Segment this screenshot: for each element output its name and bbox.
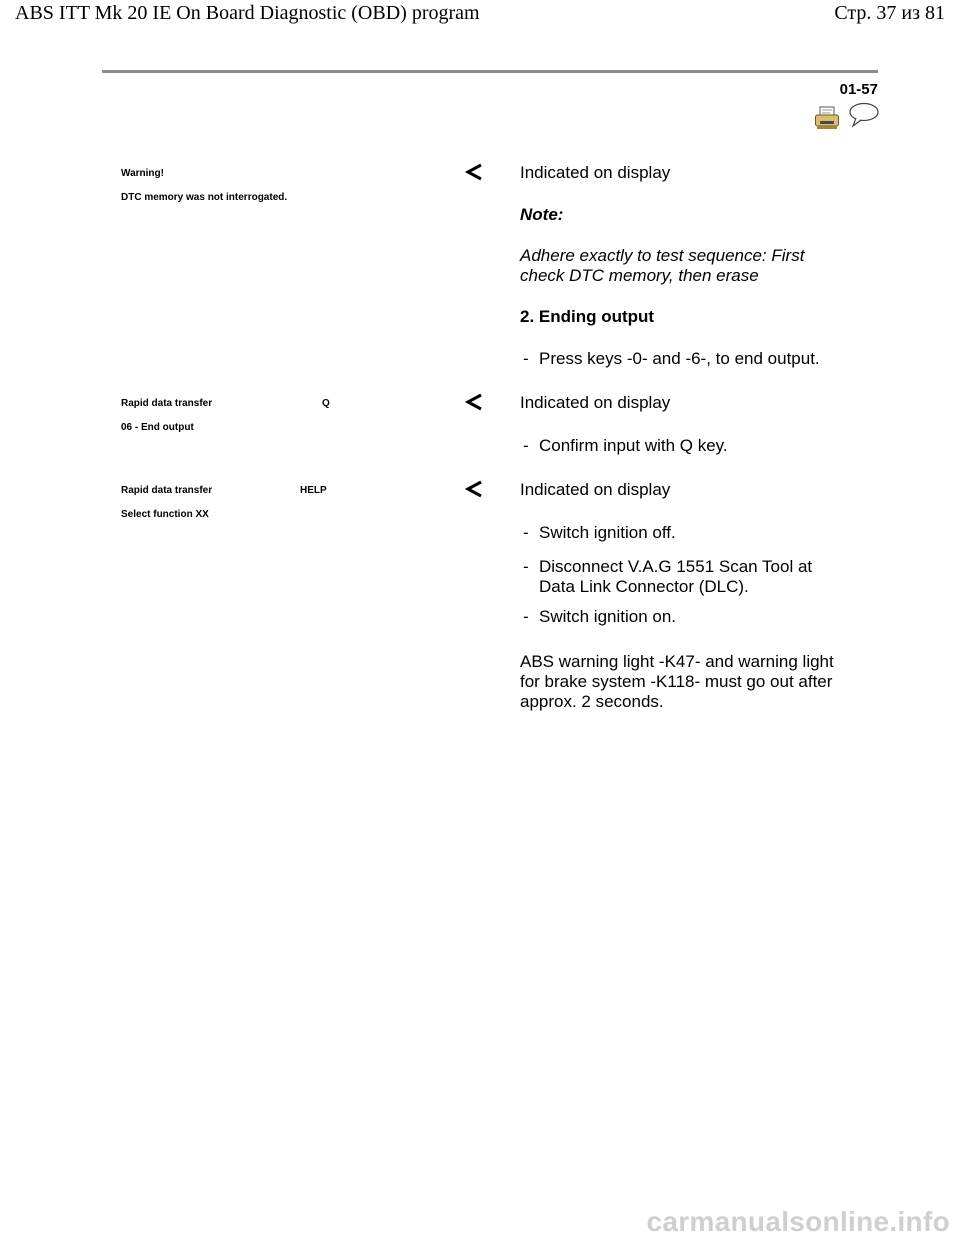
step-dash: - [523, 349, 529, 368]
arrow-left-icon [464, 163, 484, 181]
display-line-key: HELP [300, 485, 327, 496]
indicated-text: Indicated on display [520, 163, 671, 182]
step-text: Switch ignition off. [539, 523, 676, 542]
display-line-rapid: Rapid data transfer [121, 485, 213, 496]
header-divider [102, 70, 878, 73]
display-line-warning: Warning! [121, 168, 164, 179]
display-line-function: Select function XX [121, 509, 209, 520]
indicated-text: Indicated on display [520, 393, 671, 412]
indicated-text: Indicated on display [520, 480, 671, 499]
step-dash: - [523, 607, 529, 626]
arrow-left-icon [464, 393, 484, 411]
document-title: ABS ITT Mk 20 IE On Board Diagnostic (OBD) program [15, 2, 480, 24]
speech-bubble-icon[interactable] [848, 102, 880, 128]
display-line-function: 06 - End output [121, 422, 194, 433]
step-text: Confirm input with Q key. [539, 436, 728, 455]
toolbar-icons [814, 102, 880, 130]
closing-line: ABS warning light -K47- and warning light [520, 652, 834, 671]
note-line: Adhere exactly to test sequence: First [520, 246, 805, 265]
step-text: Disconnect V.A.G 1551 Scan Tool at [539, 557, 813, 576]
step-dash: - [523, 436, 529, 455]
closing-line: approx. 2 seconds. [520, 692, 664, 711]
step-text: Data Link Connector (DLC). [539, 577, 749, 596]
note-line: check DTC memory, then erase [520, 266, 759, 285]
display-line-rapid: Rapid data transfer [121, 398, 213, 409]
step-text: Switch ignition on. [539, 607, 677, 626]
page-counter: Стр. 37 из 81 [834, 2, 945, 24]
closing-line: for brake system -K118- must go out after [520, 672, 833, 691]
step-dash: - [523, 523, 529, 542]
display-line-dtc: DTC memory was not interrogated. [121, 192, 288, 203]
note-label: Note: [520, 205, 564, 224]
watermark: carmanualsonline.info [646, 1206, 950, 1237]
display-line-key: Q [322, 398, 330, 409]
step-dash: - [523, 557, 529, 576]
section-heading: 2. Ending output [520, 307, 655, 326]
arrow-left-icon [464, 480, 484, 498]
step-text: Press keys -0- and -6-, to end output. [539, 349, 820, 368]
page-code: 01-57 [839, 81, 878, 98]
printer-icon[interactable] [814, 106, 840, 130]
